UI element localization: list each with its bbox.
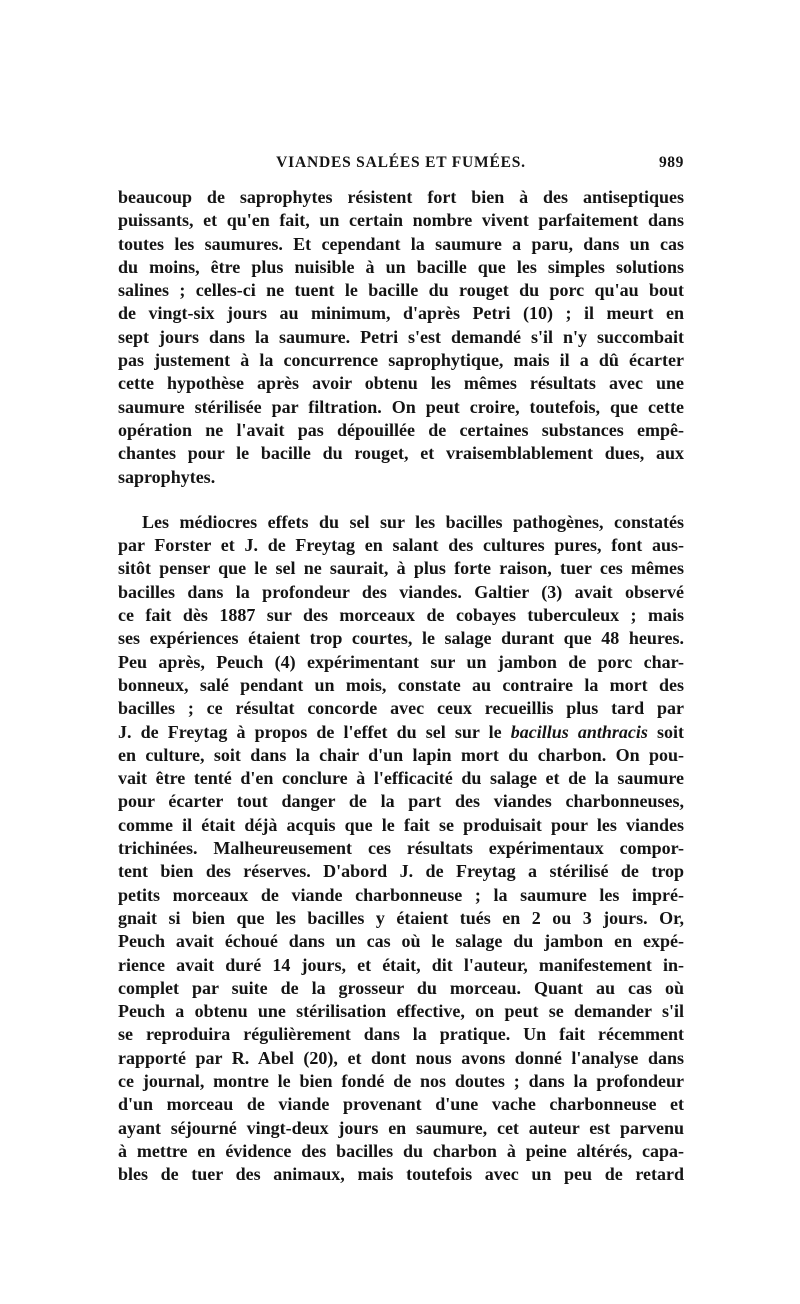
text-line: cette hypothèse après avoir obtenu les mêmes résultats avec une (118, 373, 684, 394)
text-span: J. de Freytag à propos de l'effet du sel sur le (118, 721, 511, 742)
text-line: pour écarter tout danger de la part des viandes charbonneuses, (118, 791, 684, 812)
text-line: pas justement à la concurrence saprophytique, mais il a dû écarter (118, 350, 684, 371)
text-line: à mettre en évidence des bacilles du charbon à peine altérés, capa- (118, 1140, 684, 1161)
text-span: soit (647, 721, 684, 742)
text-line: Peu après, Peuch (4) expérimentant sur un jambon de porc char- (118, 651, 684, 672)
text-line: ayant séjourné vingt-deux jours en saumure, cet auteur est parvenu (118, 1117, 684, 1138)
body-text (118, 186, 684, 1186)
text-line: en culture, soit dans la chair d'un lapin mort du charbon. On pou- (118, 744, 684, 765)
page-header (118, 154, 684, 180)
text-line: comme il était déjà acquis que le fait se produisait pour les viandes (118, 814, 684, 835)
text-line: se reproduira régulièrement dans la pratique. Un fait récemment (118, 1024, 684, 1045)
text-line: Peuch a obtenu une stérilisation effective, on peut se demander s'il (118, 1001, 684, 1022)
text-line: d'un morceau de viande provenant d'une vache charbonneuse et (118, 1094, 684, 1115)
text-line: saprophytes. (118, 466, 216, 487)
text-line: bonneux, salé pendant un mois, constate au contraire la mort des (118, 674, 684, 695)
text-line: petits morceaux de viande charbonneuse ; la saumure les impré- (118, 884, 684, 905)
paragraph-gap (118, 489, 684, 511)
text-line: saumure stérilisée par filtration. On peut croire, toutefois, que cette (118, 396, 684, 417)
text-line: bacilles dans la profondeur des viandes. Galtier (3) avait observé (118, 581, 684, 602)
text-line: bacilles ; ce résultat concorde avec ceux recueillis plus tard par (118, 698, 684, 719)
text-line: gnait si bien que les bacilles y étaient tués en 2 ou 3 jours. Or, (118, 907, 684, 928)
text-line: beaucoup de saprophytes résistent fort bien à des antiseptiques (118, 187, 684, 207)
text-line: bles de tuer des animaux, mais toutefois avec un peu de retard (118, 1164, 684, 1185)
text-line: tent bien des réserves. D'abord J. de Freytag a stérilisé de trop (118, 861, 684, 882)
text-line-with-italic (118, 721, 684, 744)
text-line: sitôt penser que le sel ne saurait, à plus forte raison, tuer ces mêmes (118, 558, 684, 579)
text-line: chantes pour le bacille du rouget, et vraisemblablement dues, aux (118, 443, 684, 464)
text-line: ce journal, montre le bien fondé de nos doutes ; dans la profondeur (118, 1070, 684, 1091)
text-line: ce fait dès 1887 sur des morceaux de cobayes tuberculeux ; mais (118, 605, 684, 626)
paragraph-2 (118, 511, 684, 1187)
text-line: toutes les saumures. Et cependant la saumure a paru, dans un cas (118, 233, 684, 254)
text-line: Peuch avait échoué dans un cas où le salage du jambon en expé- (118, 931, 684, 952)
text-line: du moins, être plus nuisible à un bacille que les simples solutions (118, 256, 684, 277)
text-line: sept jours dans la saumure. Petri s'est demandé s'il n'y succombait (118, 326, 684, 347)
text-line: de vingt-six jours au minimum, d'après Petri (10) ; il meurt en (118, 303, 684, 324)
text-line: vait être tenté d'en conclure à l'efficacité du salage et de la saumure (118, 768, 684, 789)
running-title: VIANDES SALÉES ET FUMÉES. (276, 154, 526, 171)
paragraph-1 (118, 186, 684, 489)
text-line: Les médiocres effets du sel sur les bacilles pathogènes, constatés (142, 511, 684, 532)
text-line: opération ne l'avait pas dépouillée de certaines substances empê- (118, 419, 684, 440)
italic-term: bacillus anthracis (510, 721, 648, 742)
text-line: par Forster et J. de Freytag en salant des cultures pures, font aus- (118, 535, 684, 556)
text-line: puissants, et qu'en fait, un certain nombre vivent parfaitement dans (118, 210, 684, 231)
text-line: salines ; celles-ci ne tuent le bacille du rouget du porc qu'au bout (118, 280, 684, 301)
page-number: 989 (658, 154, 684, 171)
text-line: ses expériences étaient trop courtes, le salage durant que 48 heures. (118, 628, 684, 649)
text-line: complet par suite de la grosseur du morceau. Quant au cas où (118, 977, 684, 998)
text-line: trichinées. Malheureusement ces résultats expérimentaux compor- (118, 838, 684, 859)
text-line: rapporté par R. Abel (20), et dont nous avons donné l'analyse dans (118, 1047, 684, 1068)
text-line: rience avait duré 14 jours, et était, dit l'auteur, manifestement in- (118, 954, 684, 975)
